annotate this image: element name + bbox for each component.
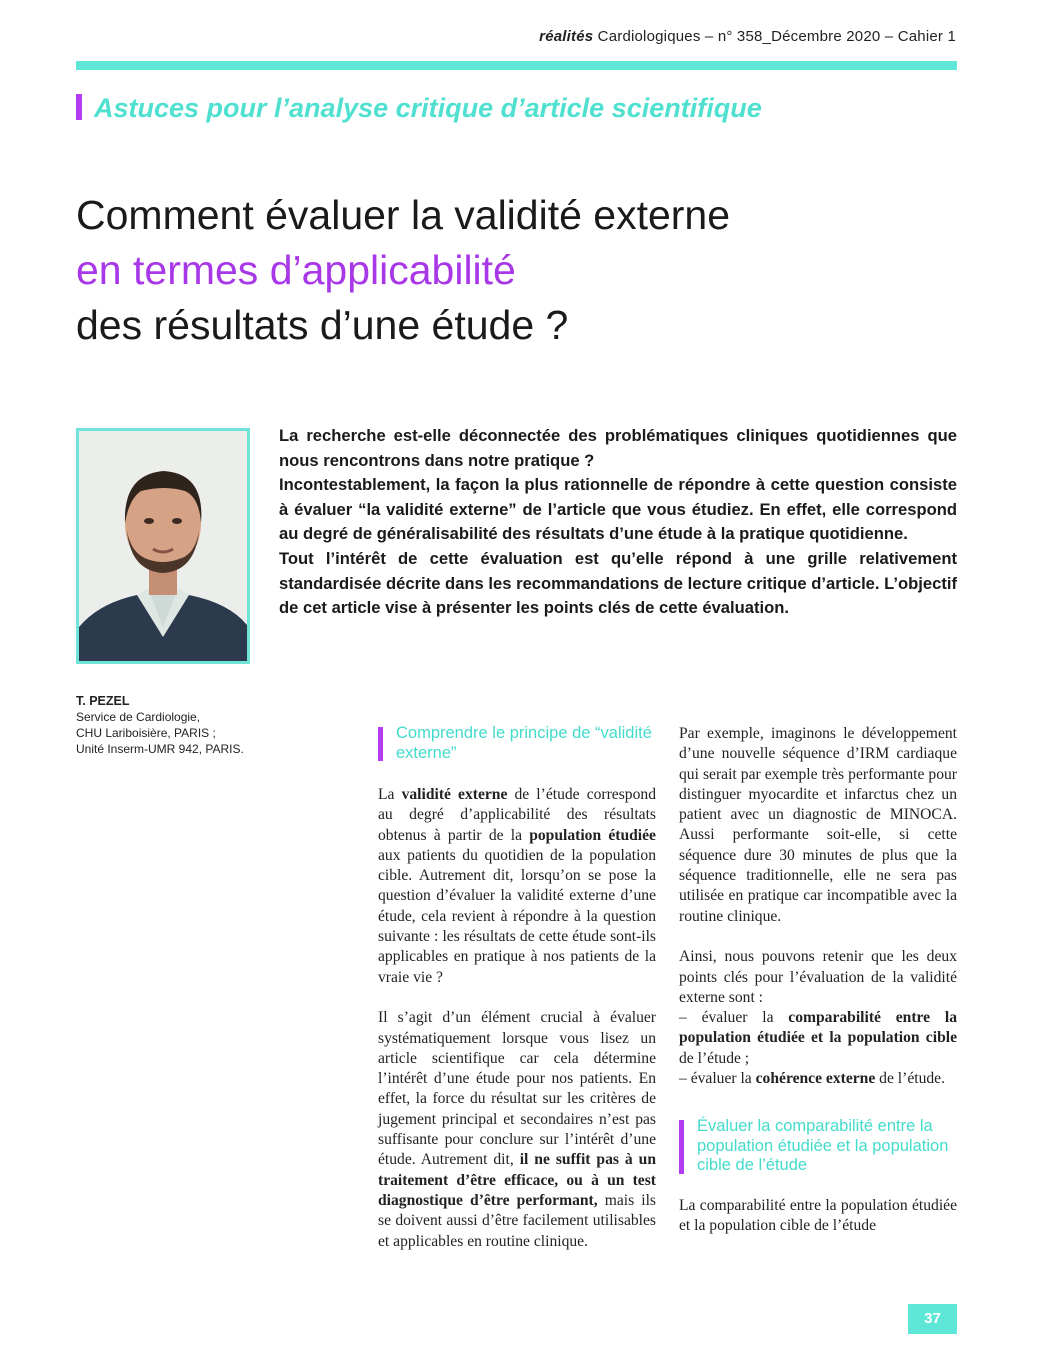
rubric	[76, 93, 762, 124]
article-title	[76, 188, 730, 353]
section1-paragraph-2: Il s’agit d’un élément crucial à évaluer systématiquement lorsque vous lisez un article scientifique car cela détermine l’intérêt d’une étude pour nos patients. En effet, la force du résultat sur les critères de jugement principal et secondaires n’est pas suffisante pour conclure sur l’intérêt d’une étude. Autrement dit, il ne suffit pas à un traitement d’être efficace, ou à un test diagnostique d’être performant, mais ils se doivent aussi d’être facilement utilisables et applicables en routine clinique.	[378, 1009, 656, 1250]
column-1	[378, 724, 656, 1252]
rubric-text: Astuces pour l’analyse critique d’article scientifique	[94, 93, 762, 123]
title-line-3: des résultats d’une étude ?	[76, 302, 569, 348]
author-photo	[76, 428, 250, 664]
column2-paragraph-2: Ainsi, nous pouvons retenir que les deux points clés pour l’évaluation de la validité externe sont :	[679, 948, 957, 1006]
column2-paragraph-1: Par exemple, imaginons le développement d’une nouvelle séquence d’IRM cardiaque qui serait par exemple très performante pour distinguer myocardite et infarctus chez un patient avec un diagnostic de MINOCA. Aussi performante soit-elle, si cette séquence dure 30 minutes de plus que la séquence traditionnelle, elle ne sera pas utilisée en pratique car incompatible avec la routine clinique.	[679, 725, 957, 925]
title-line-1: Comment évaluer la validité externe	[76, 192, 731, 238]
lead-paragraph	[279, 424, 957, 621]
section1-paragraph-1: La validité externe de l’étude correspond au degré d’applicabilité des résultats obtenus à partir de la population étudiée aux patients du quotidien de la population cible. Autrement dit, lorsqu’on se pose la question d’évaluer la validité externe d’une étude, cela revient à répondre à la question suivante : les résultats de cette étude sont-ils applicables en pratique à nos patients de la vraie vie ?	[378, 786, 656, 986]
section-heading-2-marker	[679, 1120, 684, 1174]
author-name: T. PEZEL	[76, 694, 130, 708]
lead-p1: La recherche est-elle déconnectée des problématiques cliniques quotidiennes que nous rencontrons dans notre pratique ?	[279, 426, 957, 470]
journal-header	[539, 28, 956, 45]
title-line-2: en termes d’applicabilité	[76, 247, 516, 293]
author-affiliation-3: Unité Inserm-UMR 942, PARIS.	[76, 742, 244, 756]
journal-issue: Cardiologiques – n° 358_Décembre 2020 – Cahier 1	[597, 28, 956, 45]
author-block	[76, 693, 244, 757]
page-number: 37	[908, 1304, 957, 1334]
section-heading-1-marker	[378, 727, 383, 761]
journal-brand: réalités	[539, 28, 594, 45]
author-affiliation-1: Service de Cardiologie,	[76, 710, 201, 724]
author-affiliation-2: CHU Lariboisière, PARIS ;	[76, 726, 216, 740]
list-item: – évaluer la cohérence externe de l’étude.	[679, 1070, 945, 1088]
author-portrait-illustration	[79, 431, 247, 661]
section2-paragraph-1: La comparabilité entre la population étudiée et la population cible de l’étude	[679, 1196, 957, 1235]
section-heading-1: Comprendre le principe de “validité externe”	[378, 724, 656, 763]
section-heading-2: Évaluer la comparabilité entre la population étudiée et la population cible de l’étude	[679, 1117, 957, 1176]
list-item: – évaluer la comparabilité entre la population étudiée et la population cible de l’étude ;	[679, 1009, 957, 1067]
column-2	[679, 724, 957, 1236]
header-rule	[76, 61, 957, 70]
lead-p3: Tout l’intérêt de cette évaluation est qu’elle répond à une grille relativement standardisée décrite dans les recommandations de lecture critique d’article. L’objectif de cet article vise à présenter les points clés de cette évaluation.	[279, 548, 957, 618]
lead-p2: Incontestablement, la façon la plus rationnelle de répondre à cette question consiste à évaluer “la validité externe” de l’article que vous étudiez. En effet, elle correspond au degré de généralisabilité des résultats d’une étude à la pratique quotidienne.	[279, 475, 957, 544]
rubric-marker	[76, 94, 82, 120]
